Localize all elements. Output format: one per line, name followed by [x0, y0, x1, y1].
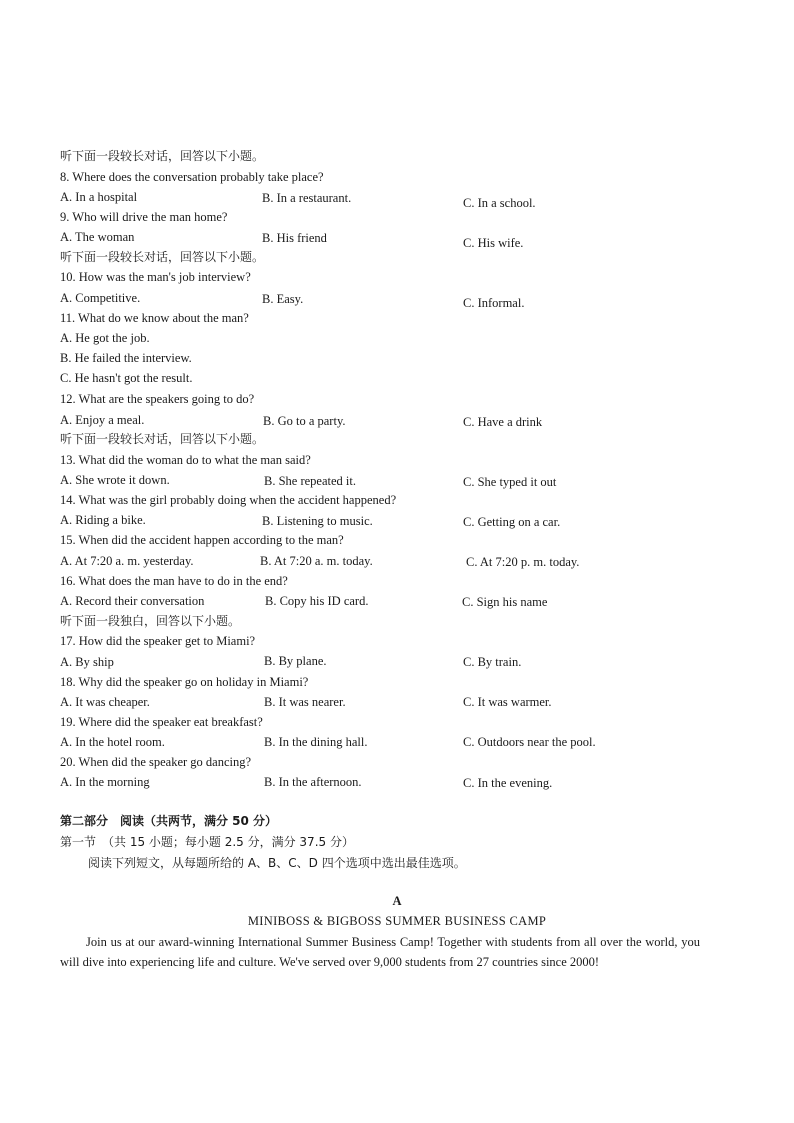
question-9-stem: 9. Who will drive the man home?: [60, 210, 228, 224]
reading-part-title: 第二部分 阅读（共两节，满分 50 分）: [60, 814, 278, 828]
question-10-option-b: B. Easy.: [262, 292, 304, 306]
question-9-option-a: A. The woman: [60, 230, 135, 244]
question-18-stem: 18. Why did the speaker go on holiday in Miami?: [60, 675, 309, 689]
question-13-option-c: C. She typed it out: [463, 475, 557, 489]
question-18-option-c: C. It was warmer.: [463, 695, 552, 709]
question-11-stem: 11. What do we know about the man?: [60, 311, 249, 325]
question-16-option-b: B. Copy his ID card.: [265, 594, 369, 608]
question-8-option-a: A. In a hospital: [60, 190, 138, 204]
question-18-option-b: B. It was nearer.: [264, 695, 346, 709]
reading-section-title: 第一节 （共 15 小题；每小题 2.5 分，满分 37.5 分）: [60, 835, 354, 849]
reading-instruction: 阅读下列短文，从每题所给的 A、B、C、D 四个选项中选出最佳选项。: [88, 856, 466, 870]
question-17-option-c: C. By train.: [463, 655, 522, 669]
question-17-stem: 17. How did the speaker get to Miami?: [60, 634, 256, 648]
question-14-stem: 14. What was the girl probably doing when the accident happened?: [60, 493, 397, 507]
question-12-option-b: B. Go to a party.: [263, 414, 346, 428]
question-16-option-c: C. Sign his name: [462, 595, 548, 609]
question-12-stem: 12. What are the speakers going to do?: [60, 392, 255, 406]
question-10-stem: 10. How was the man's job interview?: [60, 270, 251, 284]
question-8-stem: 8. Where does the conversation probably take place?: [60, 170, 324, 184]
question-9-option-c: C. His wife.: [463, 236, 524, 250]
question-15-option-b: B. At 7:20 a. m. today.: [260, 554, 373, 568]
question-20-option-a: A. In the morning: [60, 775, 150, 789]
question-12-option-c: C. Have a drink: [463, 415, 543, 429]
question-14-option-a: A. Riding a bike.: [60, 513, 146, 527]
question-20-stem: 20. When did the speaker go dancing?: [60, 755, 252, 769]
question-19-stem: 19. Where did the speaker eat breakfast?: [60, 715, 263, 729]
question-18-option-a: A. It was cheaper.: [60, 695, 150, 709]
question-13-stem: 13. What did the woman do to what the man said?: [60, 453, 311, 467]
passage-paragraph: Join us at our award-winning International Summer Business Camp! Together with students from all over the world, you will dive into experiencing life and culture. We've served over 9,000 students from 27 countries since 2000!: [60, 935, 700, 969]
question-11-option-b: B. He failed the interview.: [60, 351, 192, 365]
question-14-option-b: B. Listening to music.: [262, 514, 373, 528]
question-15-stem: 15. When did the accident happen according to the man?: [60, 533, 344, 547]
listening-section-header: 听下面一段较长对话，回答以下小题。: [60, 432, 265, 446]
question-19-option-b: B. In the dining hall.: [264, 735, 368, 749]
listening-section-header: 听下面一段较长对话，回答以下小题。: [60, 149, 265, 163]
question-19-option-a: A. In the hotel room.: [60, 735, 165, 749]
question-13-option-b: B. She repeated it.: [264, 474, 356, 488]
question-8-option-b: B. In a restaurant.: [262, 191, 352, 205]
question-20-option-c: C. In the evening.: [463, 776, 553, 790]
listening-monologue-header: 听下面一段独白，回答以下小题。: [60, 614, 241, 628]
question-19-option-c: C. Outdoors near the pool.: [463, 735, 596, 749]
question-15-option-c: C. At 7:20 p. m. today.: [466, 555, 580, 569]
question-17-option-a: A. By ship: [60, 655, 114, 669]
passage-letter: A: [392, 894, 402, 908]
question-10-option-c: C. Informal.: [463, 296, 525, 310]
question-8-option-c: C. In a school.: [463, 196, 536, 210]
question-11-option-c: C. He hasn't got the result.: [60, 371, 193, 385]
question-13-option-a: A. She wrote it down.: [60, 473, 170, 487]
listening-section-header: 听下面一段较长对话，回答以下小题。: [60, 250, 265, 264]
question-10-option-a: A. Competitive.: [60, 291, 141, 305]
question-20-option-b: B. In the afternoon.: [264, 775, 362, 789]
question-15-option-a: A. At 7:20 a. m. yesterday.: [60, 554, 194, 568]
question-9-option-b: B. His friend: [262, 231, 327, 245]
passage-title: MINIBOSS & BIGBOSS SUMMER BUSINESS CAMP: [247, 914, 547, 928]
question-16-option-a: A. Record their conversation: [60, 594, 205, 608]
question-17-option-b: B. By plane.: [264, 654, 327, 668]
question-11-option-a: A. He got the job.: [60, 331, 150, 345]
question-12-option-a: A. Enjoy a meal.: [60, 413, 145, 427]
question-16-stem: 16. What does the man have to do in the end?: [60, 574, 288, 588]
question-14-option-c: C. Getting on a car.: [463, 515, 561, 529]
